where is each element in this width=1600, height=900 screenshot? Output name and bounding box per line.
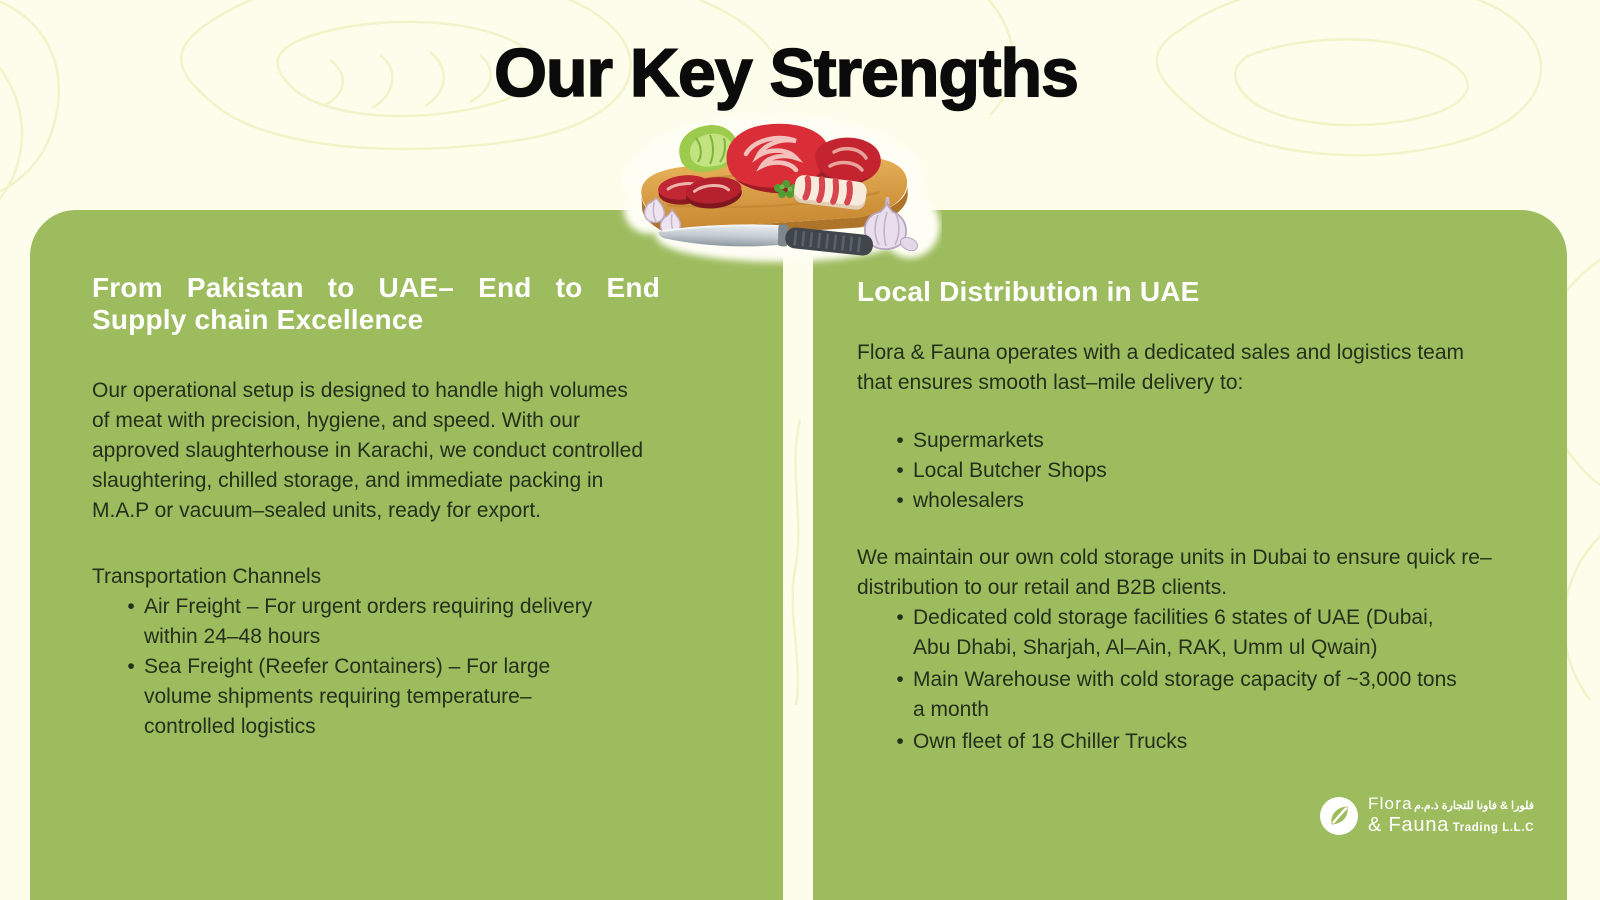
logo-name-line1: Flora [1368, 794, 1413, 813]
bullet-icon: • [896, 458, 904, 482]
page-title: Our Key Strengths [494, 35, 1078, 111]
list-item: • Supermarkets [887, 426, 1511, 456]
logo-leaf-icon [1319, 796, 1359, 836]
cold-storage-list [857, 603, 1511, 757]
transportation-channels-title: Transportation Channels [92, 564, 322, 588]
logo-name-line2: & Fauna [1368, 814, 1450, 836]
transportation-bullet-list [92, 592, 725, 742]
left-panel-heading: From Pakistan to UAE– End to End Supply chain Excellence [92, 272, 660, 335]
bullet-icon: • [127, 594, 135, 618]
list-item: • Dedicated cold storage facilities 6 states of UAE (Dubai, Abu Dhabi, Sharjah, Al–Ain, RAK, Umm ul Qwain) [887, 603, 1511, 663]
delivery-targets-list [857, 426, 1511, 516]
left-panel [30, 210, 783, 900]
logo-arabic-name: فلورا & فاونا للتجارة ذ.م.م [1414, 800, 1534, 812]
list-item: • Main Warehouse with cold storage capacity of ~3,000 tons a month [887, 665, 1511, 725]
bullet-icon: • [896, 606, 904, 630]
right-panel-heading: Local Distribution in UAE [857, 276, 1200, 307]
meat-cutting-board-illustration [612, 108, 942, 270]
right-panel-paragraph-2: We maintain our own cold storage units in Dubai to ensure quick re–distribution to our retail and B2B clients. [857, 545, 1492, 599]
list-item: • Sea Freight (Reefer Containers) – For large volume shipments requiring temperature–controlled logistics [118, 652, 725, 742]
flora-fauna-logo [1319, 794, 1534, 837]
list-item: • wholesalers [887, 486, 1511, 516]
left-panel-paragraph: Our operational setup is designed to handle high volumes of meat with precision, hygiene, and speed. With our approved slaughterhouse in Karachi, we conduct controlled slaughtering, chilled storage, and immediate packing in M.A.P or vacuum–sealed units, ready for export. [92, 378, 644, 522]
right-panel-paragraph-1: Flora & Fauna operates with a dedicated sales and logistics team that ensures smooth last–mile delivery to: [857, 340, 1465, 394]
list-item: • Local Butcher Shops [887, 456, 1511, 486]
logo-text [1368, 794, 1534, 837]
bullet-icon: • [896, 668, 904, 692]
logo-suffix: Trading L.L.C [1452, 822, 1534, 834]
list-item: • Own fleet of 18 Chiller Trucks [887, 727, 1511, 757]
bullet-icon: • [896, 428, 904, 452]
bullet-icon: • [896, 730, 904, 754]
bullet-icon: • [896, 488, 904, 512]
bullet-icon: • [127, 654, 135, 678]
list-item: • Air Freight – For urgent orders requiring delivery within 24–48 hours [118, 592, 725, 652]
